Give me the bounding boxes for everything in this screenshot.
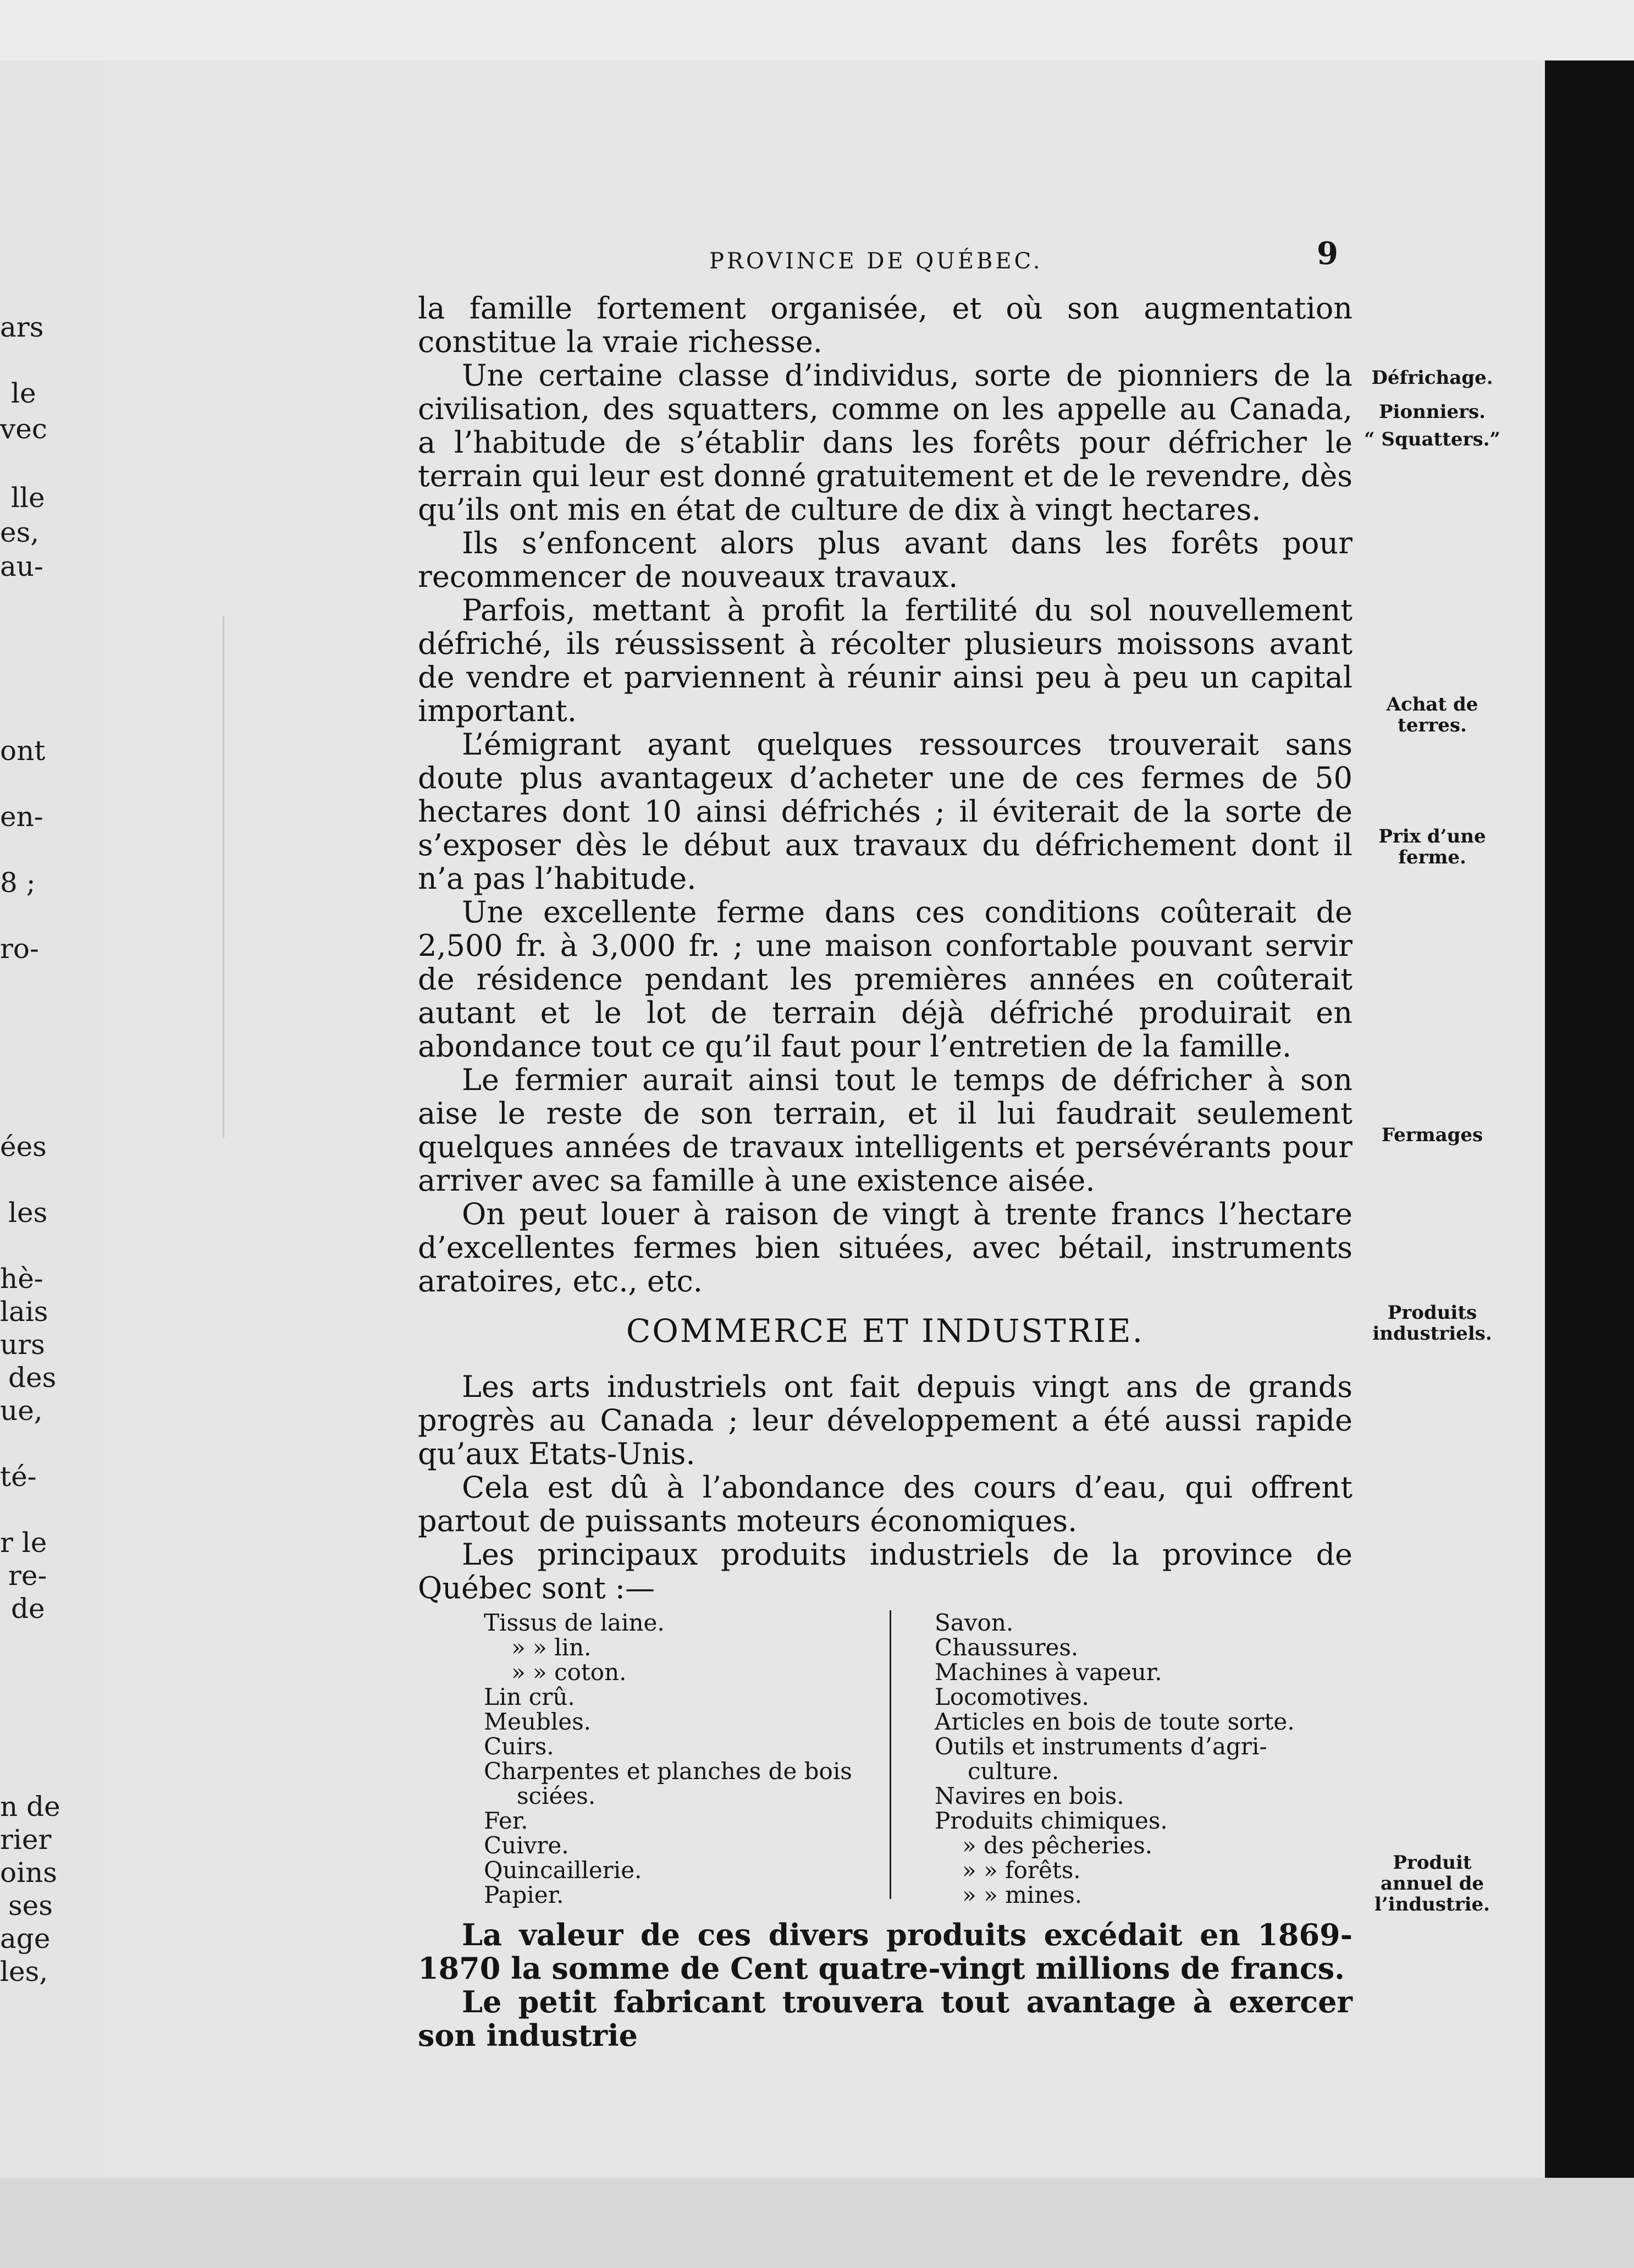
margin-fragment: ées bbox=[0, 1131, 47, 1163]
list-item: Machines à vapeur. bbox=[935, 1659, 1162, 1686]
list-item: culture. bbox=[968, 1758, 1059, 1785]
list-item: Cuirs. bbox=[484, 1733, 554, 1760]
margin-fragment: 8 ; bbox=[0, 867, 36, 899]
list-item: Cuivre. bbox=[484, 1832, 569, 1859]
column-divider bbox=[890, 1610, 891, 1899]
gutter-crease bbox=[223, 616, 224, 1138]
list-item: Produits chimiques. bbox=[935, 1807, 1168, 1834]
margin-fragment: des bbox=[8, 1362, 57, 1394]
list-item: Papier. bbox=[484, 1881, 564, 1908]
sidenote-defrichage: Défrichage. bbox=[1371, 367, 1493, 389]
paragraph: Cela est dû à l’abondance des cours d’eau, qui offrent partout de puissants moteurs économiques. bbox=[418, 1470, 1353, 1538]
margin-fragment: les bbox=[8, 1197, 48, 1229]
margin-fragment: lais bbox=[0, 1296, 48, 1328]
product-list bbox=[418, 1610, 1353, 1918]
list-item: Tissus de laine. bbox=[484, 1609, 665, 1636]
list-item: Meubles. bbox=[484, 1708, 591, 1735]
list-item: Outils et instruments d’agri- bbox=[935, 1733, 1267, 1760]
paragraph: Le petit fabricant trouvera tout avantage à exercer son industrie bbox=[418, 1984, 1353, 2053]
scan-top-margin bbox=[0, 0, 1634, 60]
list-item: Quincaillerie. bbox=[484, 1857, 642, 1884]
paragraph: L’émigrant ayant quelques ressources trouverait sans doute plus avantageux d’acheter une de ces fermes de 50 hectares dont 10 ainsi défrichés ; il éviterait de la sorte de s’exposer dès le début aux travaux du défrichement dont il n’a pas l’habitude. bbox=[418, 727, 1353, 896]
margin-fragment: re- bbox=[8, 1560, 47, 1592]
sidenote-produits-industriels: Produits industriels. bbox=[1372, 1302, 1492, 1345]
list-item: Charpentes et planches de bois bbox=[484, 1758, 852, 1785]
margin-fragment: rier bbox=[0, 1824, 52, 1856]
list-item: Chaussures. bbox=[935, 1634, 1079, 1661]
margin-fragment: age bbox=[0, 1923, 51, 1955]
paragraph: Les arts industriels ont fait depuis vingt ans de grands progrès au Canada ; leur développement a été aussi rapide qu’aux Etats-Unis. bbox=[418, 1369, 1353, 1471]
sidenote-pionniers: Pionniers. bbox=[1378, 401, 1486, 423]
list-item: » » lin. bbox=[511, 1634, 592, 1661]
paragraph: Les principaux produits industriels de la province de Québec sont :— bbox=[418, 1537, 1353, 1605]
running-head: PROVINCE DE QUÉBEC. bbox=[709, 249, 1043, 274]
list-item: Navires en bois. bbox=[935, 1782, 1124, 1809]
sidenote-fermages: Fermages bbox=[1381, 1124, 1483, 1146]
margin-fragment: urs bbox=[0, 1329, 45, 1361]
sidenote-prix-ferme: Prix d’une ferme. bbox=[1378, 825, 1486, 868]
list-item: Locomotives. bbox=[935, 1683, 1089, 1710]
sidenote-achat-de-terres: Achat de terres. bbox=[1386, 693, 1478, 736]
margin-fragment: r le bbox=[0, 1527, 47, 1559]
margin-fragment: oins bbox=[0, 1857, 57, 1889]
paragraph: On peut louer à raison de vingt à trente francs l’hectare d’excellentes fermes bien situées, avec bétail, instruments aratoires, etc., etc. bbox=[418, 1197, 1353, 1298]
margin-fragment: té- bbox=[0, 1461, 37, 1493]
list-item: sciées. bbox=[517, 1782, 596, 1809]
margin-fragment: hè- bbox=[0, 1263, 43, 1295]
list-item: Lin crû. bbox=[484, 1683, 575, 1710]
product-list-left-column bbox=[484, 1609, 852, 1908]
margin-fragment: vec bbox=[0, 413, 47, 445]
product-list-right-column bbox=[935, 1610, 1331, 1907]
margin-fragment: ue, bbox=[0, 1395, 43, 1427]
paragraph: Une certaine classe d’individus, sorte de pionniers de la civilisation, des squatters, comme on les appelle au Canada, a l’habitude de s’établir dans les forêts pour défricher le terrain qui leur est donné gratuitement et de le revendre, dès qu’ils ont mis en état de culture de dix à vingt hectares. bbox=[418, 358, 1353, 527]
margin-fragment: en- bbox=[0, 801, 43, 833]
sidenote-produit-annuel: Produit annuel de l’industrie. bbox=[1374, 1852, 1491, 1915]
paragraph: Une excellente ferme dans ces conditions coûterait de 2,500 fr. à 3,000 fr. ; une maison confortable pouvant servir de résidence pendant les premières années en coûterait autant et le lot de terrain déjà défriché produirait en abondance tout ce qu’il faut pour l’entretien de la famille. bbox=[418, 895, 1353, 1064]
list-item: » » forêts. bbox=[962, 1857, 1081, 1884]
margin-fragment: ro- bbox=[0, 933, 39, 965]
margin-fragment: les, bbox=[0, 1956, 48, 1988]
section-heading: COMMERCE ET INDUSTRIE. bbox=[626, 1312, 1145, 1350]
list-item: Articles en bois de toute sorte. bbox=[935, 1708, 1295, 1735]
scan-bottom-margin bbox=[0, 2178, 1634, 2268]
margin-fragment: es, bbox=[0, 516, 40, 548]
list-item: » des pêcheries. bbox=[962, 1832, 1153, 1859]
paragraph: Ils s’enfoncent alors plus avant dans les forêts pour recommencer de nouveaux travaux. bbox=[418, 526, 1353, 594]
list-item: Savon. bbox=[935, 1609, 1014, 1636]
facing-page-edge bbox=[0, 60, 104, 2178]
margin-fragment: n de bbox=[0, 1791, 60, 1823]
paragraph: la famille fortement organisée, et où son augmentation constitue la vraie richesse. bbox=[418, 291, 1353, 359]
margin-fragment: de bbox=[11, 1593, 45, 1625]
sidenote-squatters: “ Squatters.” bbox=[1364, 428, 1500, 450]
margin-fragment: au- bbox=[0, 551, 43, 582]
margin-fragment: ars bbox=[0, 311, 44, 343]
margin-fragment: ses bbox=[8, 1890, 53, 1922]
list-item: » » coton. bbox=[511, 1659, 627, 1686]
paragraph: Le fermier aurait ainsi tout le temps de défricher à son aise le reste de son terrain, et il lui faudrait seulement quelques années de travaux intelligents et persévérants pour arriver avec sa famille à une existence aisée. bbox=[418, 1063, 1353, 1198]
list-item: » » mines. bbox=[962, 1881, 1083, 1908]
margin-fragment: lle bbox=[11, 482, 45, 514]
margin-fragment: le bbox=[11, 377, 36, 409]
page-number: 9 bbox=[1317, 235, 1338, 272]
margin-fragment: ont bbox=[0, 735, 46, 767]
paragraph: Parfois, mettant à profit la fertilité du sol nouvellement défriché, ils réussissent à récolter plusieurs moissons avant de vendre et parviennent à réunir ainsi peu à peu un capital important. bbox=[418, 593, 1353, 728]
list-item: Fer. bbox=[484, 1807, 528, 1834]
paragraph: La valeur de ces divers produits excédait en 1869-1870 la somme de Cent quatre-vingt millions de francs. bbox=[418, 1917, 1353, 1986]
main-text-column bbox=[418, 291, 1353, 2052]
